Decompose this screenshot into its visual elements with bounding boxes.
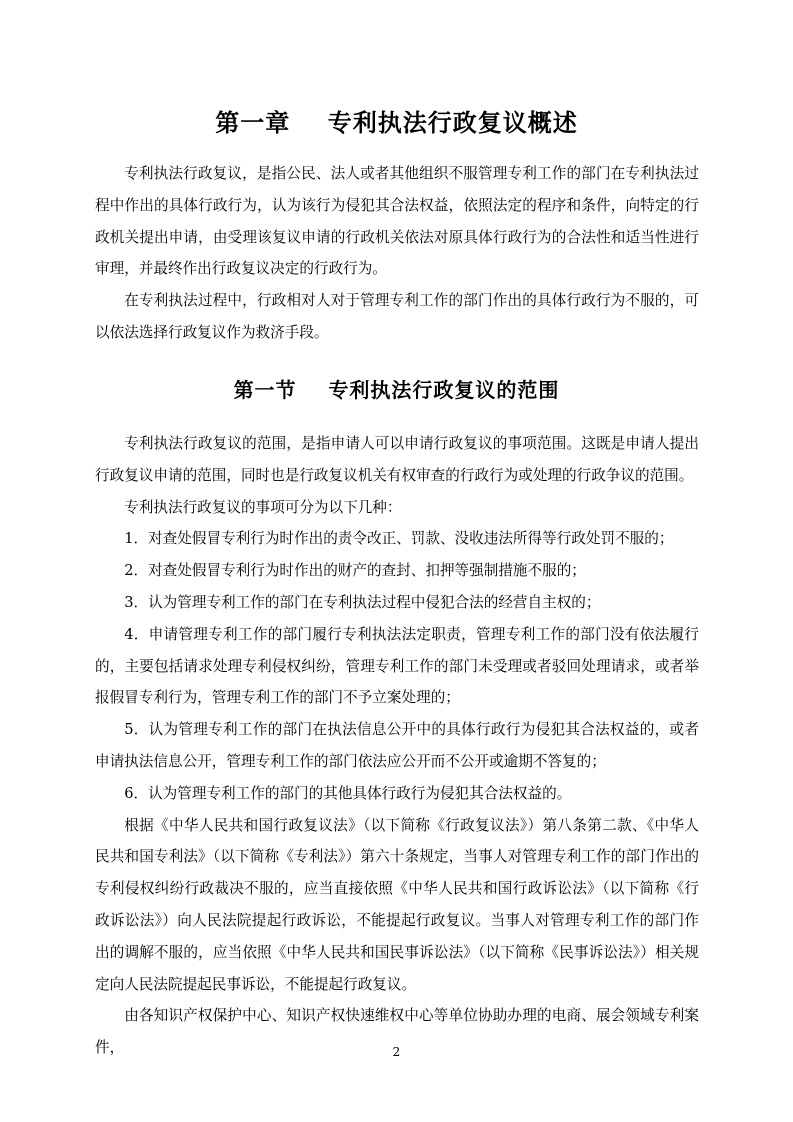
paragraph: 专利执法行政复议的范围，是指申请人可以申请行政复议的事项范围。这既是申请人提出行政复议申请的范围，同时也是行政复议机关有权审查的行政行为或处理的行政争议的范围。 — [95, 435, 699, 484]
paragraph: 专利执法行政复议的事项可分为以下几种： — [124, 498, 402, 516]
list-item: 4．申请管理专利工作的部门履行专利执法法定职责，管理专利工作的部门没有依法履行的，主要包括请求处理专利侵权纠纷，管理专利工作的部门未受理或者驳回处理请求，或者举报假冒专利行为，管理专利工作的部门不予立案处理的； — [95, 625, 699, 707]
page-number: 2 — [392, 1045, 401, 1059]
chapter-title: 第一章 专利执法行政复议概述 — [215, 108, 578, 137]
paragraph: 由各知识产权保护中心、知识产权快速维权中心等单位协助办理的电商、展会领域专利案件， — [95, 1007, 699, 1057]
section-body — [95, 428, 699, 1064]
paragraph: 在专利执法过程中，行政相对人对于管理专利工作的部门作出的具体行政行为不服的，可以依法选择行政复议作为救济手段。 — [95, 292, 699, 341]
paragraph: 专利执法行政复议，是指公民、法人或者其他组织不服管理专利工作的部门在专利执法过程中作出的具体行政行为，认为该行为侵犯其合法权益，依照法定的程序和条件，向特定的行政机关提出申请，由受理该复议申请的行政机关依法对原具体行政行为的合法性和适当性进行审理，并最终作出行政复议决定的行政行为。 — [95, 165, 699, 278]
list-item: 3．认为管理专利工作的部门在专利执法过程中侵犯合法的经营自主权的； — [124, 593, 601, 611]
section-title: 第一节 专利执法行政复议的范围 — [233, 378, 560, 402]
paragraph: 根据《中华人民共和国行政复议法》（以下简称《行政复议法》）第八条第二款、《中华人民共和国专利法》（以下简称《专利法》）第六十条规定，当事人对管理专利工作的部门作出的专利侵权纠纷行政裁决不服的，应当直接依照《中华人民共和国行政诉讼法》（以下简称《行政诉讼法》）向人民法院提起行政诉讼，不能提起行政复议。当事人对管理专利工作的部门作出的调解不服的，应当依照《中华人民共和国民事诉讼法》（以下简称《民事诉讼法》）相关规定向人民法院提起民事诉讼，不能提起行政复议。 — [95, 816, 699, 993]
chapter-body — [95, 158, 699, 349]
list-item: 1．对查处假冒专利行为时作出的责令改正、罚款、没收违法所得等行政处罚不服的； — [124, 530, 674, 548]
list-item: 5．认为管理专利工作的部门在执法信息公开中的具体行政行为侵犯其合法权益的，或者申请执法信息公开，管理专利工作的部门依法应公开而不公开或逾期不答复的； — [95, 721, 699, 770]
list-item: 6．认为管理专利工作的部门的其他具体行政行为侵犯其合法权益的。 — [124, 784, 572, 802]
list-item: 2．对查处假冒专利行为时作出的财产的查封、扣押等强制措施不服的； — [124, 562, 586, 580]
